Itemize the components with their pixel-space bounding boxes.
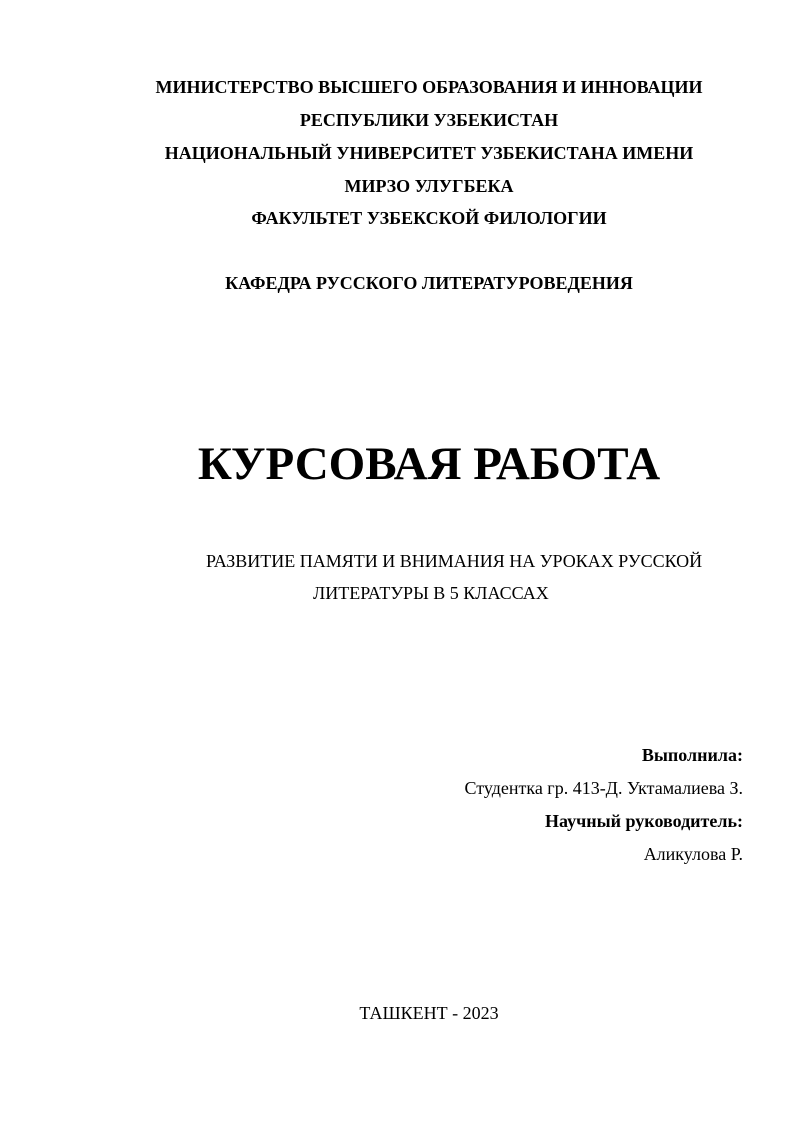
university-line-1: НАЦИОНАЛЬНЫЙ УНИВЕРСИТЕТ УЗБЕКИСТАНА ИМЕНИ (164, 143, 694, 163)
supervisor-label: Научный руководитель: (545, 811, 743, 831)
author-value: Студентка гр. 413-Д. Уктамалиева З. (464, 778, 743, 798)
topic-line-1: РАЗВИТИЕ ПАМЯТИ И ВНИМАНИЯ НА УРОКАХ РУССКОЙ (206, 551, 703, 571)
document-title: КУРСОВАЯ РАБОТА (197, 438, 661, 490)
ministry-line-2: РЕСПУБЛИКИ УЗБЕКИСТАН (299, 110, 559, 130)
ministry-line-1: МИНИСТЕРСТВО ВЫСШЕГО ОБРАЗОВАНИЯ И ИННОВАЦИИ (155, 77, 703, 97)
city-year: ТАШКЕНТ - 2023 (359, 1003, 499, 1023)
supervisor-value: Аликулова Р. (643, 844, 743, 864)
author-label: Выполнила: (641, 745, 743, 765)
department-line: КАФЕДРА РУССКОГО ЛИТЕРАТУРОВЕДЕНИЯ (225, 273, 633, 293)
topic-line-2: ЛИТЕРАТУРЫ В 5 КЛАССАХ (313, 583, 549, 603)
faculty-line: ФАКУЛЬТЕТ УЗБЕКСКОЙ ФИЛОЛОГИИ (251, 208, 607, 228)
university-line-2: МИРЗО УЛУГБЕКА (344, 176, 514, 196)
